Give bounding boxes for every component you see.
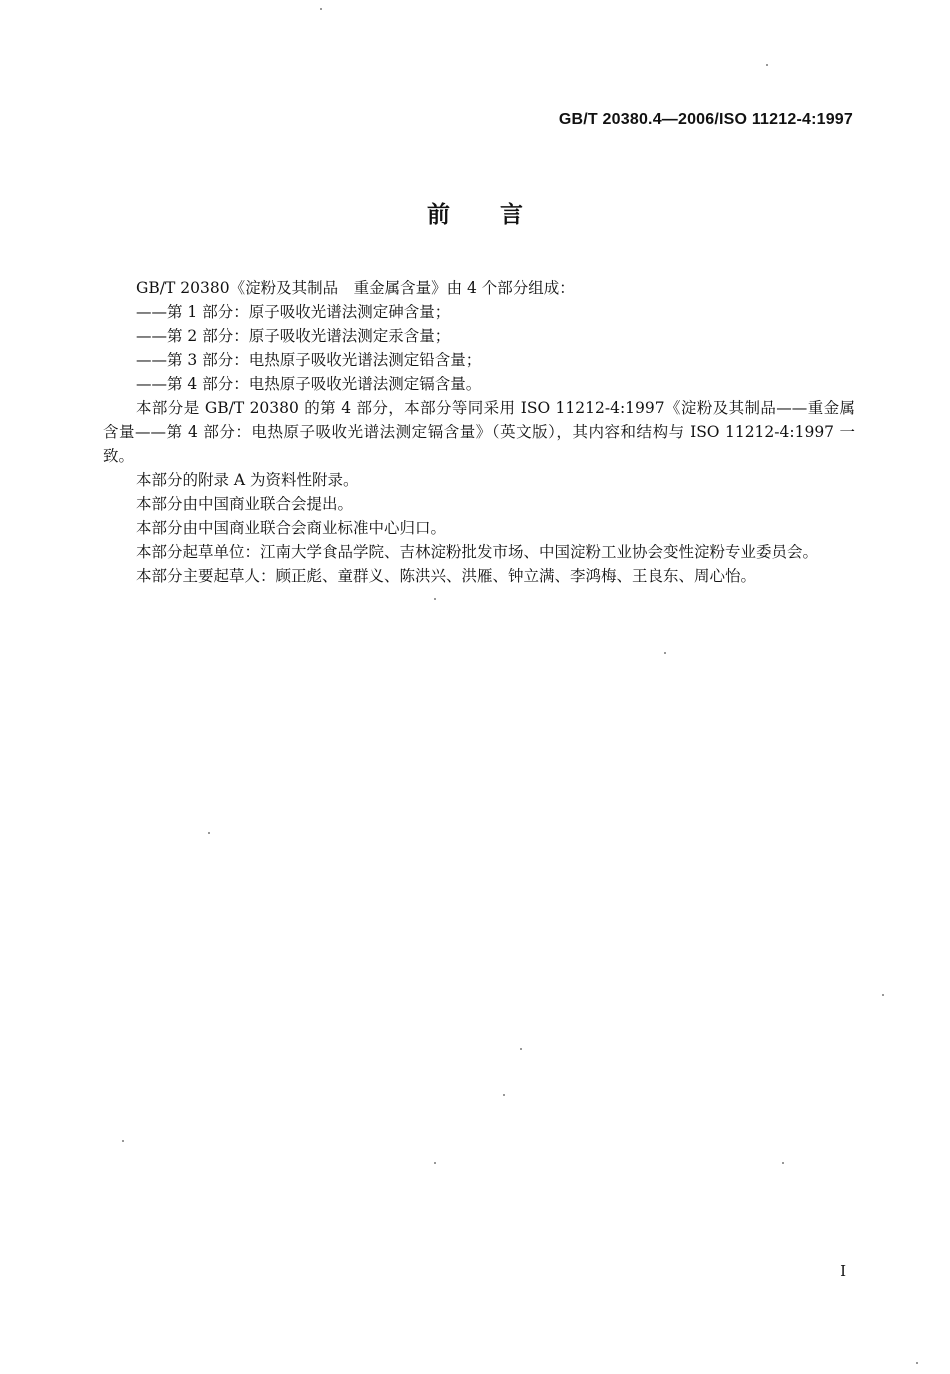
page-number: I bbox=[840, 1262, 846, 1280]
scan-speck bbox=[434, 598, 436, 600]
paragraph-centralized: 本部分由中国商业联合会商业标准中心归口。 bbox=[136, 519, 447, 537]
list-item-part-3: ——第 3 部分：电热原子吸收光谱法测定铅含量； bbox=[136, 351, 482, 369]
paragraph-drafting-units: 本部分起草单位：江南大学食品学院、吉林淀粉批发市场、中国淀粉工业协会变性淀粉专业委员会。 bbox=[136, 543, 819, 561]
scan-speck bbox=[882, 994, 884, 996]
scan-speck bbox=[782, 1162, 784, 1164]
scan-speck bbox=[520, 1048, 522, 1050]
scan-speck bbox=[208, 832, 210, 834]
scan-speck bbox=[503, 1094, 505, 1096]
scan-speck bbox=[434, 1162, 436, 1164]
paragraph-proposer: 本部分由中国商业联合会提出。 bbox=[136, 495, 354, 513]
document-header-code: GB/T 20380.4—2006/ISO 11212-4:1997 bbox=[558, 111, 853, 128]
scan-speck bbox=[664, 652, 666, 654]
list-item-part-4: ——第 4 部分：电热原子吸收光谱法测定镉含量。 bbox=[136, 375, 482, 393]
paragraph-drafters: 本部分主要起草人：顾正彪、童群义、陈洪兴、洪雁、钟立满、李鸿梅、王良东、周心怡。 bbox=[136, 567, 757, 585]
paragraph-adoption: 本部分是 GB/T 20380 的第 4 部分，本部分等同采用 ISO 11212-4:1997《淀粉及其制品——重金属含量——第 4 部分：电热原子吸收光谱法测定镉含量》（英文版），其内容和结构与 ISO 11212-4:1997 一致。 bbox=[103, 399, 855, 465]
scan-speck bbox=[122, 1140, 124, 1142]
list-item-part-1: ——第 1 部分：原子吸收光谱法测定砷含量； bbox=[136, 303, 451, 321]
scan-speck bbox=[916, 1362, 918, 1364]
scan-speck bbox=[320, 8, 322, 10]
paragraph-annex: 本部分的附录 A 为资料性附录。 bbox=[136, 471, 359, 489]
foreword-body bbox=[103, 276, 855, 588]
list-item-part-2: ——第 2 部分：原子吸收光谱法测定汞含量； bbox=[136, 327, 451, 345]
scan-speck bbox=[766, 64, 768, 66]
page-title: 前言 bbox=[427, 202, 573, 228]
paragraph-intro: GB/T 20380《淀粉及其制品 重金属含量》由 4 个部分组成： bbox=[136, 279, 575, 297]
